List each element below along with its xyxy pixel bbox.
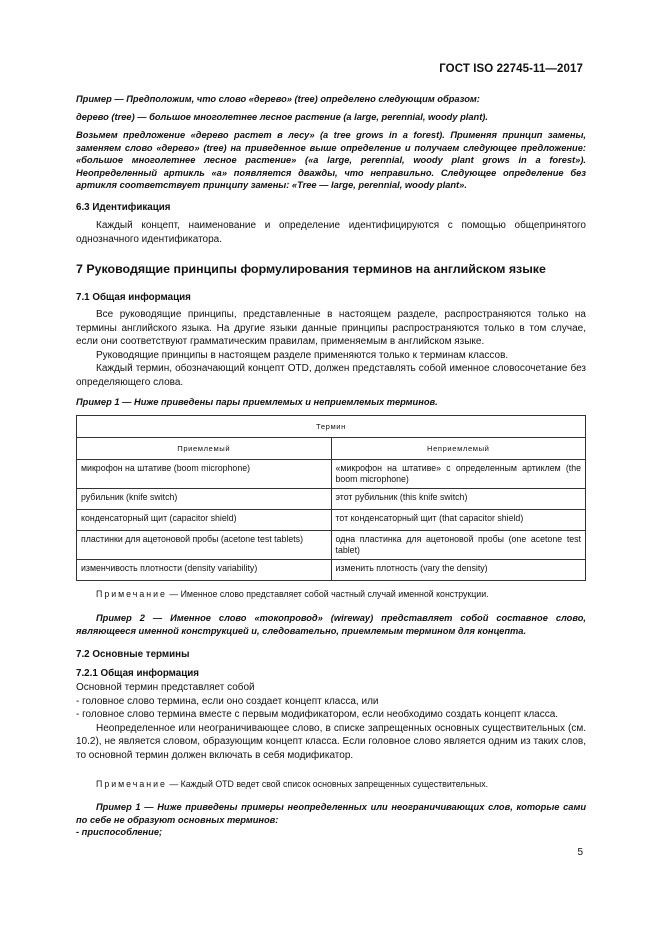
table-row bbox=[77, 531, 586, 560]
example-definition: дерево (tree) — большое многолетнее лесное растение (a large, perennial, woody plant). bbox=[76, 111, 488, 122]
example-3-item: - приспособление; bbox=[76, 827, 163, 837]
terms-table bbox=[76, 415, 586, 581]
section-7-1-body bbox=[76, 308, 586, 389]
note-1 bbox=[76, 588, 586, 602]
example-2: Пример 2 — Именное слово «токопровод» (wireway) представляет собой составное слово, являющееся именной конструкцией и, следовательно, приемлемым термином для концепта. bbox=[76, 613, 586, 636]
example-3-text: Пример 1 — Ниже приведены примеры неопределенных или неограничивающих слов, которые сами по себе не образуют основных терминов: bbox=[76, 802, 586, 825]
acceptable-term: рубильник (knife switch) bbox=[77, 489, 332, 510]
section-7-2-1-heading: 7.2.1 Общая информация bbox=[76, 668, 200, 679]
section-7-2-heading: 7.2 Основные термины bbox=[76, 649, 190, 660]
table-row bbox=[77, 460, 586, 489]
note-text: — Каждый OTD ведет свой список основных запрещенных существительных. bbox=[166, 779, 489, 789]
note-label: Примечание bbox=[96, 779, 167, 789]
table-row bbox=[77, 560, 586, 581]
example-explanation: Возьмем предложение «дерево растет в лесу» (a tree grows in a forest). Применяя принцип замены, заменяем слово «дерево» (tree) на приведенное выше определение и получаем следующее предложение: «большое многолетнее лесное растение» («a large, perennial, woody plant grows in a forest»). Неопределенный артикль «a» появляется дважды, что неправильно. Следующее определение без артикля соответствует принципу замены: «Tree — large, perennial, woody plant». bbox=[76, 130, 586, 190]
section-7-2-1-para: Неопределенное или неограничивающее слово, в списке запрещенных основных существительных (см. 10.2), не является словом, образующим концепт класса. Если головное слово является одним из таких слов, то основной термин должен включать в себя модификатор. bbox=[76, 722, 586, 761]
table-row bbox=[77, 489, 586, 510]
example-1-heading: Пример 1 — Ниже приведены пары приемлемых и неприемлемых терминов. bbox=[76, 397, 438, 407]
unacceptable-term: изменить плотность (vary the density) bbox=[331, 560, 586, 581]
unacceptable-term: «микрофон на штативе» с определенным артиклем (the boom microphone) bbox=[331, 460, 586, 489]
document-code: ГОСТ ISO 22745-11—2017 bbox=[439, 63, 583, 75]
bullet-item: - головное слово термина, если оно создает концепт класса, или bbox=[76, 695, 379, 707]
section-7-1-para-1: Все руководящие принципы, представленные в настоящем разделе, распространяются только на термины английского языка. На другие языки данные принципы распространяются только в том случае, если они соответствуют грамматическим правилам, применяемым в английском языке. bbox=[76, 309, 586, 347]
example-substitution bbox=[76, 93, 586, 192]
section-7-2-1-intro: Основной термин представляет собой bbox=[76, 682, 255, 693]
example-3 bbox=[76, 801, 586, 839]
section-7-1-heading: 7.1 Общая информация bbox=[76, 292, 191, 303]
section-7-heading: 7 Руководящие принципы формулирования терминов на английском языке bbox=[76, 262, 546, 276]
acceptable-term: пластинки для ацетоновой пробы (acetone test tablets) bbox=[77, 531, 332, 560]
bullet-item: - головное слово термина вместе с первым модификатором, если необходимо создать концепт класса. bbox=[76, 709, 559, 720]
section-6-3-text: Каждый концепт, наименование и определение идентифицируются с помощью общепринятого однозначного идентификатора. bbox=[76, 220, 586, 245]
page-number: 5 bbox=[577, 847, 583, 858]
table-title: Термин bbox=[77, 416, 586, 438]
section-7-1-para-3: Каждый термин, обозначающий концепт OTD, должен представлять собой именное словосочетание без определяющего слова. bbox=[76, 363, 586, 388]
column-header-acceptable: Приемлемый bbox=[77, 438, 332, 460]
acceptable-term: микрофон на штативе (boom microphone) bbox=[77, 460, 332, 489]
table-row bbox=[77, 510, 586, 531]
unacceptable-term: тот конденсаторный щит (that capacitor shield) bbox=[331, 510, 586, 531]
note-text: — Именное слово представляет собой частный случай именной конструкции. bbox=[166, 589, 489, 599]
section-6-3-heading: 6.3 Идентификация bbox=[76, 202, 171, 213]
unacceptable-term: одна пластинка для ацетоновой пробы (one acetone test tablet) bbox=[331, 531, 586, 560]
note-label: Примечание bbox=[96, 589, 167, 599]
example-intro: Пример — Предположим, что слово «дерево» (tree) определено следующим образом: bbox=[76, 94, 480, 104]
note-2 bbox=[76, 778, 586, 792]
acceptable-term: конденсаторный щит (capacitor shield) bbox=[77, 510, 332, 531]
acceptable-term: изменчивость плотности (density variability) bbox=[77, 560, 332, 581]
column-header-unacceptable: Неприемлемый bbox=[331, 438, 586, 460]
section-7-2-1-body bbox=[76, 681, 586, 762]
section-7-1-para-2: Руководящие принципы в настоящем разделе применяются только к терминам классов. bbox=[96, 349, 509, 361]
unacceptable-term: этот рубильник (this knife switch) bbox=[331, 489, 586, 510]
